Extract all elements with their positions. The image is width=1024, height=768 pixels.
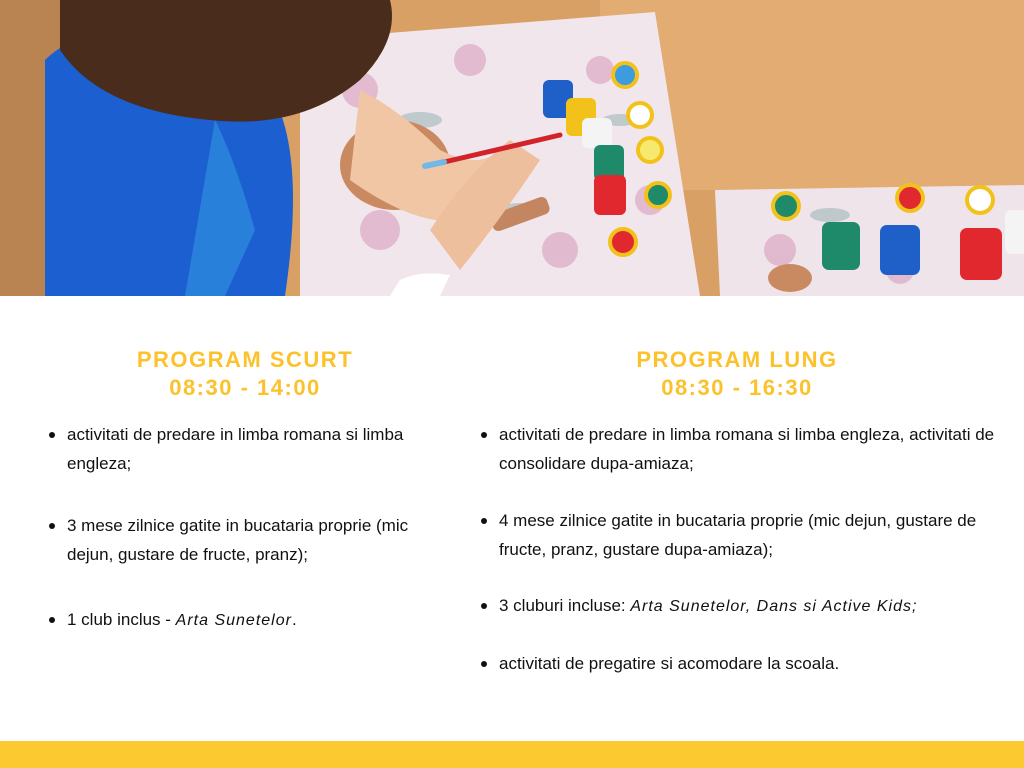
list-item: activitati de predare in limba romana si limba engleza; bbox=[40, 420, 447, 478]
list-item: activitati de predare in limba romana si limba engleza, activitati de consolidare dupa-amiaza; bbox=[472, 420, 999, 478]
footer-bar bbox=[0, 741, 1024, 768]
clubs-names: Arta Sunetelor, Dans si Active Kids; bbox=[630, 598, 918, 615]
short-program-hours: 08:30 - 14:00 bbox=[169, 375, 321, 400]
list-item: 1 club inclus - Arta Sunetelor. bbox=[40, 605, 447, 635]
long-program-title-text: PROGRAM LUNG bbox=[636, 347, 838, 372]
long-program-hours: 08:30 - 16:30 bbox=[661, 375, 813, 400]
long-program-column bbox=[472, 346, 1002, 673]
hero-photo bbox=[0, 0, 1024, 296]
short-program-title-text: PROGRAM SCURT bbox=[136, 347, 354, 372]
painting-scene-image bbox=[0, 0, 1024, 296]
club-name: Arta Sunetelor bbox=[175, 612, 292, 629]
short-program-title bbox=[40, 346, 450, 402]
list-item: 3 cluburi incluse: Arta Sunetelor, Dans si Active Kids; bbox=[472, 591, 999, 621]
list-item: 3 mese zilnice gatite in bucataria proprie (mic dejun, gustare de fructe, pranz); bbox=[40, 511, 447, 569]
list-item: 4 mese zilnice gatite in bucataria proprie (mic dejun, gustare de fructe, pranz, gustare dupa-amiaza); bbox=[472, 506, 999, 564]
short-program-column bbox=[40, 346, 450, 629]
list-item: activitati de pregatire si acomodare la scoala. bbox=[472, 649, 999, 678]
long-program-title bbox=[472, 346, 1002, 402]
